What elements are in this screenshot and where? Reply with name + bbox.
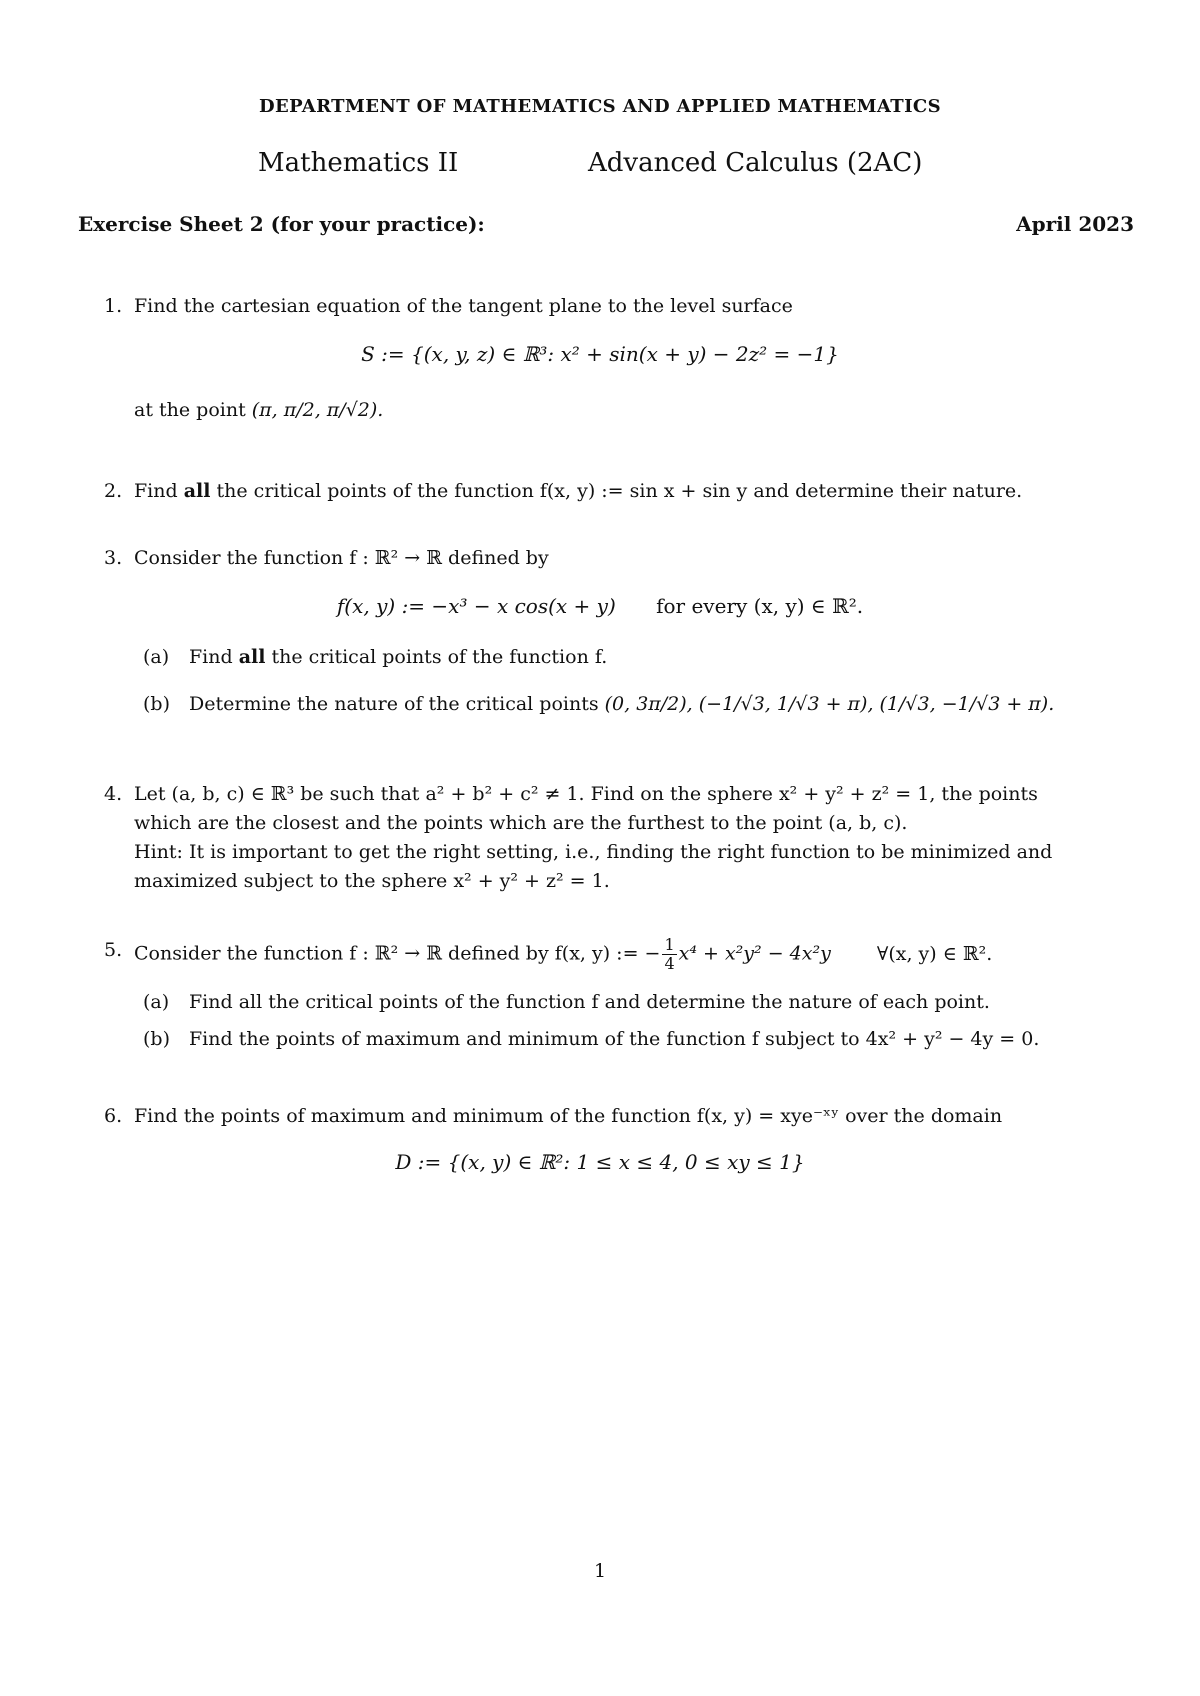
part-text: the critical points of the function f. (271, 646, 608, 668)
problem-3-display-equation (0, 594, 1200, 618)
part-label: (b) (143, 693, 170, 715)
part-text: Find (189, 646, 233, 668)
sheet-title: Exercise Sheet 2 (for your practice): (78, 212, 485, 236)
part-text: Find all the critical points of the function f and determine the nature of each point. (189, 991, 990, 1013)
problem-1-point-line (134, 396, 1174, 425)
part-text: Determine the nature of the critical points (189, 693, 599, 715)
fraction (662, 936, 676, 973)
domain-clause: ∀(x, y) ∈ ℝ². (876, 942, 993, 965)
emphasis: all (238, 646, 266, 668)
problem-5b (143, 1025, 1143, 1054)
part-label: (a) (143, 991, 170, 1013)
at-point-label: at the point (134, 399, 246, 421)
course-module: Advanced Calculus (2AC) (588, 148, 923, 178)
problem-hint: Hint: It is important to get the right setting, i.e., finding the right function to be minimized and (134, 841, 1053, 863)
emphasis: all (183, 480, 211, 502)
problem-line: maximized subject to the sphere x² + y² + z² = 1. (134, 870, 610, 892)
problem-text: Find the cartesian equation of the tangent plane to the level surface (134, 295, 793, 317)
problem-3b (143, 690, 1143, 719)
problem-6-domain-equation: D := {(x, y) ∈ ℝ²: 1 ≤ x ≤ 4, 0 ≤ xy ≤ 1} (395, 1150, 805, 1174)
problem-text: Find the points of maximum and minimum of the function f(x, y) = xye⁻ˣʸ over the domain (134, 1105, 1003, 1127)
domain-clause: for every (x, y) ∈ ℝ². (656, 594, 864, 618)
fraction-denominator: 4 (664, 954, 675, 973)
department-heading: DEPARTMENT OF MATHEMATICS AND APPLIED MATHEMATICS (258, 96, 942, 117)
text-part: x⁴ + x²y² − 4x²y (678, 942, 831, 965)
problem-line: Let (a, b, c) ∈ ℝ³ be such that a² + b² + c² ≠ 1. Find on the sphere x² + y² + z² = 1, the points (134, 783, 1038, 805)
part-label: (a) (143, 646, 170, 668)
text-part: the critical points of the function f(x, y) := sin x + sin y and determine their nature. (216, 480, 1023, 502)
problem-number: 5. (104, 939, 123, 961)
problem-text: Consider the function f : ℝ² → ℝ defined by (134, 547, 549, 569)
problem-1-display-equation: S := {(x, y, z) ∈ ℝ³: x² + sin(x + y) − 2z² = −1} (361, 342, 839, 366)
problem-text (134, 936, 1144, 973)
problem-text (134, 780, 1144, 896)
problem-number: 6. (104, 1105, 123, 1127)
critical-points-list: (0, 3π/2), (−1/√3, 1/√3 + π), (1/√3, −1/√3 + π). (604, 693, 1055, 715)
course-title-row (0, 148, 1200, 182)
problem-number: 3. (104, 547, 123, 569)
page-number: 1 (593, 1560, 607, 1582)
problem-5a (143, 988, 1143, 1017)
fraction-numerator: 1 (664, 935, 675, 954)
function-definition: f(x, y) := −x³ − x cos(x + y) (336, 594, 616, 618)
problem-number: 1. (104, 295, 123, 317)
tangent-point: (π, π/2, π/√2). (251, 399, 384, 421)
sheet-date: April 2023 (1016, 212, 1134, 236)
problem-number: 4. (104, 783, 123, 805)
part-label: (b) (143, 1028, 170, 1050)
problem-number: 2. (104, 480, 123, 502)
course-name: Mathematics II (258, 148, 459, 178)
problem-3a (143, 643, 1143, 672)
problem-text (134, 477, 1144, 506)
problem-line: which are the closest and the points which are the furthest to the point (a, b, c). (134, 812, 908, 834)
part-text: Find the points of maximum and minimum of the function f subject to 4x² + y² − 4y = 0. (189, 1028, 1040, 1050)
text-part: Find (134, 480, 178, 502)
text-part: Consider the function f : ℝ² → ℝ defined by f(x, y) := − (134, 942, 661, 965)
